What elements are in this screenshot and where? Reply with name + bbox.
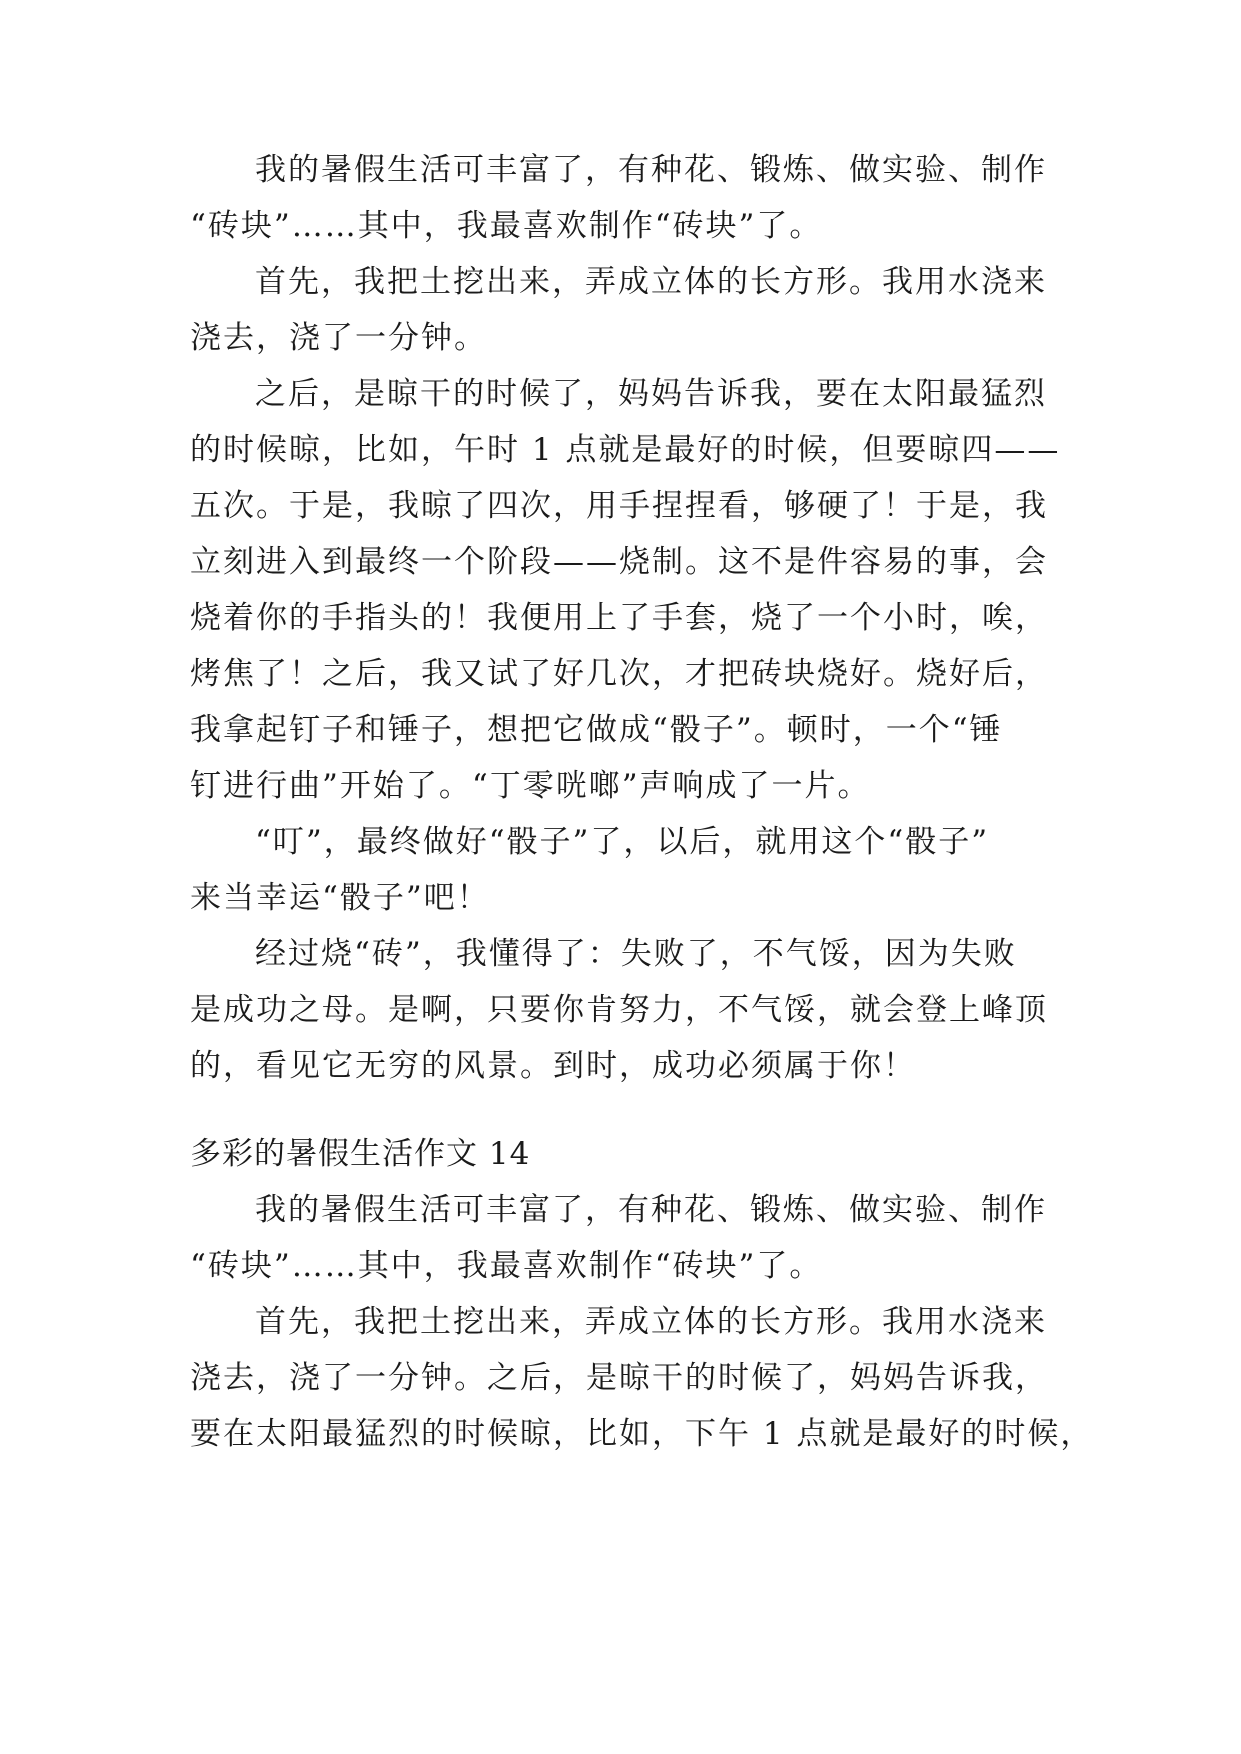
- paragraph-line: 之后，是晾干的时候了，妈妈告诉我，要在太阳最猛烈: [255, 376, 1047, 412]
- paragraph-line: 立刻进入到最终一个阶段——烧制。这不是件容易的事，会: [190, 544, 1048, 580]
- paragraph-line: 首先，我把土挖出来，弄成立体的长方形。我用水浇来: [255, 1304, 1047, 1340]
- paragraph-line: 烧着你的手指头的！我便用上了手套，烧了一个小时，唉，: [190, 600, 1048, 636]
- paragraph-line: “砖块”……其中，我最喜欢制作“砖块”了。: [190, 208, 823, 244]
- paragraph-line: 浇去，浇了一分钟。: [190, 320, 487, 356]
- paragraph-line: 经过烧“砖”，我懂得了：失败了，不气馁，因为失败: [255, 936, 1017, 972]
- paragraph-line: 的，看见它无穷的风景。到时，成功必须属于你！: [190, 1048, 916, 1084]
- paragraph-line: “砖块”……其中，我最喜欢制作“砖块”了。: [190, 1248, 823, 1284]
- paragraph-line: 是成功之母。是啊，只要你肯努力，不气馁，就会登上峰顶: [190, 992, 1048, 1028]
- paragraph-line: 我的暑假生活可丰富了，有种花、锻炼、做实验、制作: [255, 152, 1047, 188]
- paragraph-line: “叮”，最终做好“骰子”了，以后，就用这个“骰子”: [255, 824, 990, 860]
- paragraph-line: 的时候晾，比如，午时 1 点就是最好的时候，但要晾四——: [190, 432, 1061, 468]
- paragraph-line: 我拿起钉子和锤子，想把它做成“骰子”。顿时，一个“锤: [190, 712, 1003, 748]
- section-heading: 多彩的暑假生活作文 14: [190, 1136, 531, 1172]
- paragraph-line: 浇去，浇了一分钟。之后，是晾干的时候了，妈妈告诉我，: [190, 1360, 1048, 1396]
- paragraph-line: 烤焦了！之后，我又试了好几次，才把砖块烧好。烧好后，: [190, 656, 1048, 692]
- paragraph-line: 我的暑假生活可丰富了，有种花、锻炼、做实验、制作: [255, 1192, 1047, 1228]
- paragraph-line: 首先，我把土挖出来，弄成立体的长方形。我用水浇来: [255, 264, 1047, 300]
- paragraph-line: 来当幸运“骰子”吧！: [190, 880, 490, 916]
- paragraph-line: 钉进行曲”开始了。“丁零咣啷”声响成了一片。: [190, 768, 871, 804]
- paragraph-line: 五次。于是，我晾了四次，用手捏捏看，够硬了！于是，我: [190, 488, 1048, 524]
- paragraph-line: 要在太阳最猛烈的时候晾，比如，下午 1 点就是最好的时候，: [190, 1416, 1094, 1452]
